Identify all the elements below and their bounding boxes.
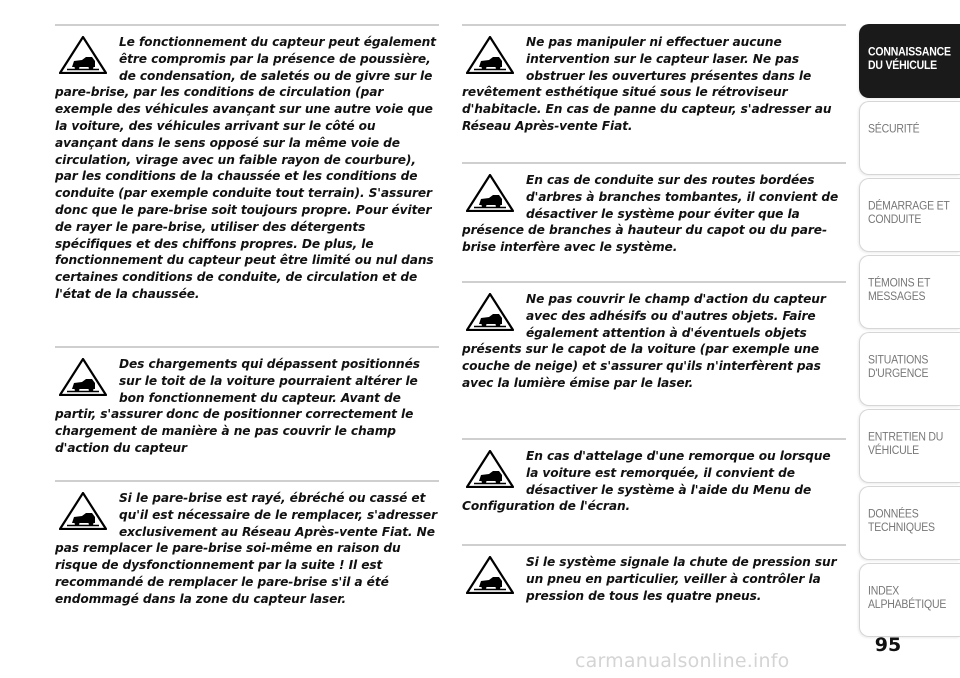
- warning-text: Le fonctionnement du capteur peut également être compromis par la présence de poussière, de condensation, de saletés ou de givre sur le pare-brise, par les conditions de circulation (par exemple des véhicules avançant sur une autre voie que la voiture, des véhicules arrivant sur le côté ou avançant dans le sens opposé sur la même voie de circulation, virage avec un faible rayon de courbure), par les conditions de la chaussée et les conditions de conduite (par exemple conduite tout terrain). S'assurer donc que le pare-brise soit toujours propre. Pour éviter de rayer le pare-brise, utiliser des détergents spécifiques et des chiffons propres. De plus, le fonctionnement du capteur peut être limité ou nul dans certaines conditions de conduite, de circulation et de l'état de la chaussée.: [55, 35, 436, 301]
- warning-text: Ne pas manipuler ni effectuer aucune intervention sur le capteur laser. Ne pas obstruer les ouvertures présentes dans le revêtement esthétique situé sous le rétroviseur d'habitacle. En cas de panne du capteur, s'adresser au Réseau Après-vente Fiat.: [462, 35, 832, 133]
- warning-triangle-car-icon: [466, 556, 514, 594]
- tab-label: DONNÉES TECHNIQUES: [868, 507, 935, 535]
- warning-triangle-car-icon: [59, 36, 107, 74]
- tab-label: SÉCURITÉ: [868, 122, 920, 136]
- warning-triangle-car-icon: [466, 36, 514, 74]
- warning-block: [462, 281, 846, 392]
- warning-text: Si le pare-brise est rayé, ébréché ou cassé et qu'il est nécessaire de le remplacer, s'adresser exclusivement au Réseau Après-vente Fiat. Ne pas remplacer le pare-brise soi-même en raison du risque de dysfonctionnement par la suite ! Il est recommandé de remplacer le pare-brise s'il a été endommagé dans la zone du capteur laser.: [55, 491, 437, 606]
- tab-label: INDEX ALPHABÉTIQUE: [868, 584, 947, 612]
- warning-triangle-car-icon: [59, 358, 107, 396]
- chapter-tabs: [859, 24, 960, 640]
- tab-index-alphabetique[interactable]: [859, 563, 960, 637]
- warning-text: En cas d'attelage d'une remorque ou lorsque la voiture est remorquée, il convient de désactiver le système à l'aide du Menu de Configuration de l'écran.: [462, 449, 831, 514]
- warning-triangle-car-icon: [466, 450, 514, 488]
- tab-situations-d-urgence[interactable]: [859, 332, 960, 406]
- tab-label: CONNAISSANCE DU VÉHICULE: [868, 45, 951, 73]
- warning-block: [55, 24, 439, 303]
- warning-text: Des chargements qui dépassent positionnés sur le toit de la voiture pourraient altérer le bon fonctionnement du capteur. Avant de partir, s'assurer donc de positionner correctement le chargement de manière à ne pas couvrir le champ d'action du capteur: [55, 357, 420, 455]
- tab-temoins-et-messages[interactable]: [859, 255, 960, 329]
- warning-text: Ne pas couvrir le champ d'action du capteur avec des adhésifs ou d'autres objets. Faire également attention à d'éventuels objets présents sur le capot de la voiture (par exemple une couche de neige) et s'assurer qu'ils n'interfèrent pas avec la lumière émise par le laser.: [462, 292, 826, 390]
- tab-label: SITUATIONS D'URGENCE: [868, 353, 929, 381]
- warning-block: [462, 24, 846, 135]
- page-number: 95: [874, 634, 902, 656]
- warning-triangle-car-icon: [466, 293, 514, 331]
- warning-block: [462, 162, 846, 256]
- tab-label: ENTRETIEN DU VÉHICULE: [868, 430, 944, 458]
- warning-text: En cas de conduite sur des routes bordées d'arbres à branches tombantes, il convient de désactiver le système pour éviter que la présence de branches à hauteur du capot ou du pare-brise interfère avec le système.: [462, 173, 839, 255]
- watermark: carmanualsonline.info: [575, 650, 790, 672]
- tab-securite[interactable]: [859, 101, 960, 175]
- tab-donnees-techniques[interactable]: [859, 486, 960, 560]
- warning-triangle-car-icon: [59, 492, 107, 530]
- warning-block: [55, 480, 439, 608]
- tab-demarrage-et-conduite[interactable]: [859, 178, 960, 252]
- tab-connaissance-du-vehicule[interactable]: [859, 24, 960, 98]
- tab-label: DÉMARRAGE ET CONDUITE: [868, 199, 950, 227]
- tab-label: TÉMOINS ET MESSAGES: [868, 276, 931, 304]
- warning-block: [462, 438, 846, 515]
- warning-triangle-car-icon: [466, 174, 514, 212]
- warning-text: Si le système signale la chute de pression sur un pneu en particulier, veiller à contrôler la pression de tous les quatre pneus.: [526, 555, 837, 603]
- warning-block: [462, 544, 846, 604]
- warning-block: [55, 346, 439, 457]
- tab-entretien-du-vehicule[interactable]: [859, 409, 960, 483]
